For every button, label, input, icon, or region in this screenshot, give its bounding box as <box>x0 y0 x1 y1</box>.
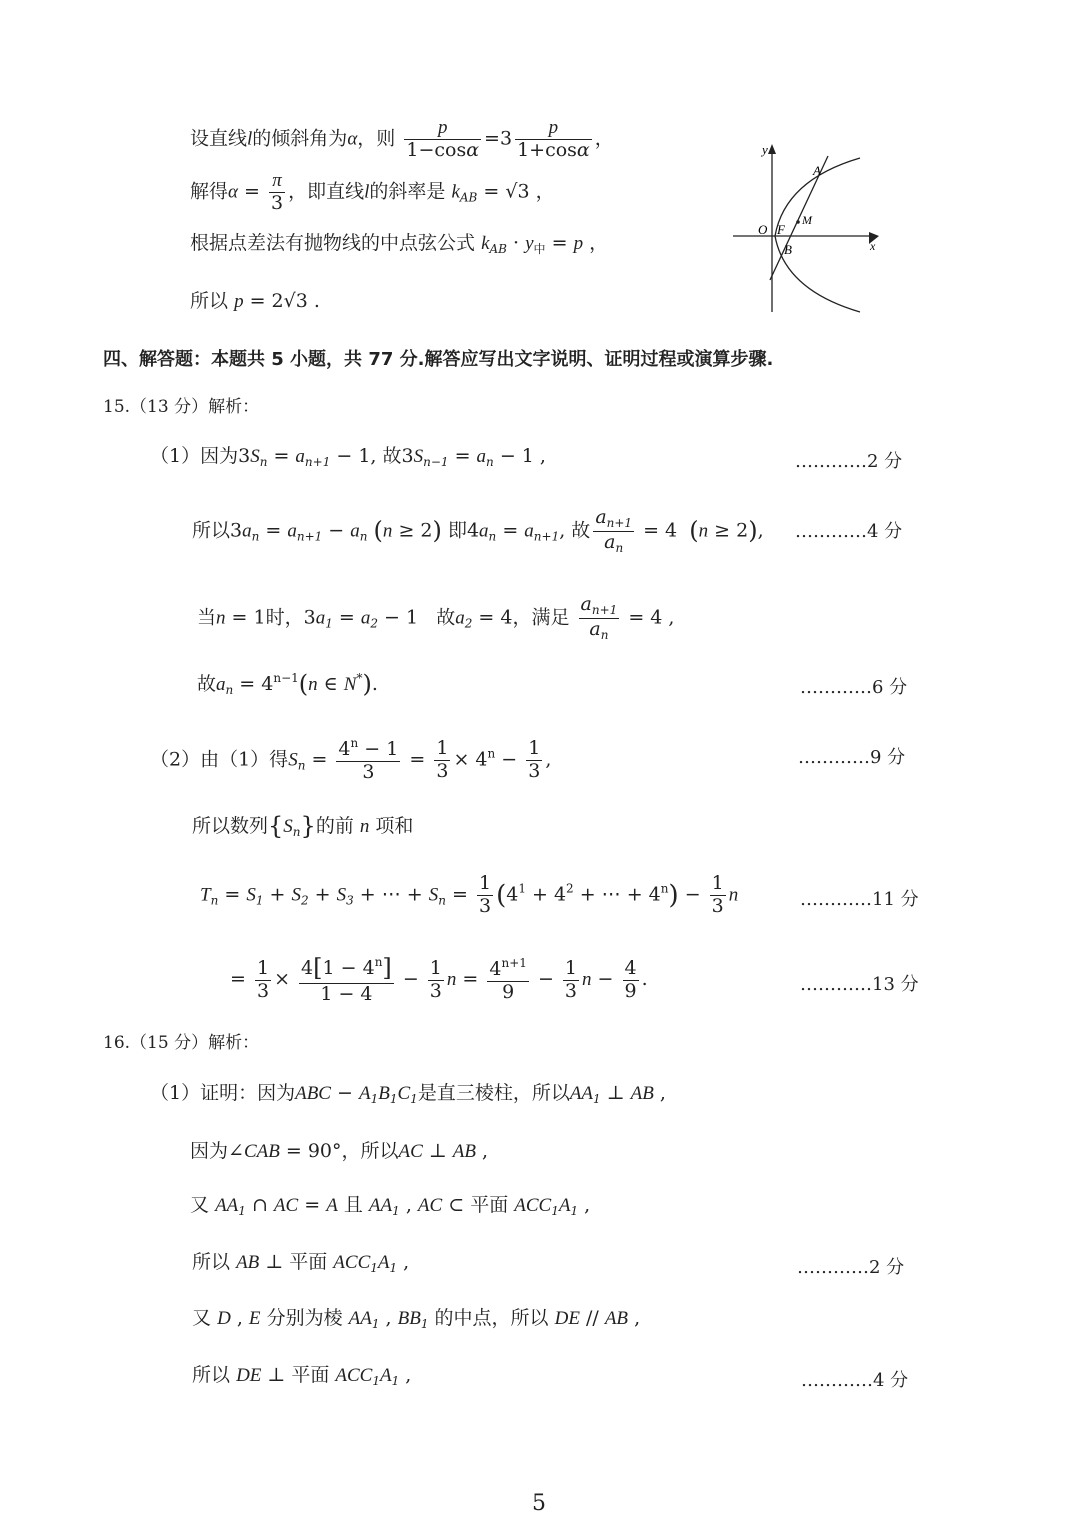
parabola-line-3: 根据点差法有抛物线的中点弦公式 $k_{AB} \cdot y_中 = p$ ， <box>190 232 609 256</box>
label-B: B <box>784 242 792 257</box>
point-M <box>796 220 800 224</box>
q16-line-6: 所以 DE ⊥ 平面 $ACC_1A_1$ , <box>192 1364 412 1388</box>
q15-line-3: 当n = 1时，$3a_1 = a_2 - 1$ 故$a_2 = 4$，满足 $\frac{a_{n+1}}{a_n}$ = 4 , <box>197 593 675 642</box>
q16-title: 16.（15 分）解析： <box>103 1033 260 1053</box>
label-F: F <box>777 222 785 237</box>
score-9-q15: …………9 分 <box>798 747 906 768</box>
q16-line-1: （1）证明：因为ABC − $A_1B_1C_1$是直三棱柱，所以$AA_1$ ⊥ AB , <box>150 1082 666 1106</box>
q15-line-1: （1）因为$3S_n = a_{n+1} - 1$, 故$3S_{n-1} = a_n - 1$ , <box>150 445 546 469</box>
score-13-q15: …………13 分 <box>800 974 919 995</box>
q15-line-5: （2）由（1）得$S_n$ = $\frac{4^n - 1}{3}$ = $\frac{1}{3}$ × $4^n$ − $\frac{1}{3}$ , <box>150 736 552 783</box>
score-4-q16: …………4 分 <box>801 1370 909 1391</box>
q15-line-8: = $\frac{1}{3}$ × $\frac{4[1 - 4^n]}{1 - 4}$ − $\frac{1}{3}$ n = $\frac{4^{n+1}}{9}$ − $\frac{1}{3}$ n − $\frac{4}{9}$ . <box>230 954 648 1005</box>
score-2-q16: …………2 分 <box>797 1257 905 1278</box>
y-axis-arrow <box>768 144 776 154</box>
score-11-q15: …………11 分 <box>800 889 919 910</box>
section-heading: 四、解答题：本题共 5 小题，共 77 分.解答应写出文字说明、证明过程或演算步骤. <box>103 349 774 370</box>
score-6-q15: …………6 分 <box>800 677 908 698</box>
q16-line-5: 又 D , E 分别为棱 $AA_1$ , $BB_1$ 的中点，所以 DE // AB , <box>192 1307 641 1331</box>
q16-line-2: 因为∠CAB = 90°，所以AC ⊥ AB , <box>190 1140 489 1162</box>
parabola-line-4: 所以 p = 2√3 . <box>190 290 320 312</box>
q15-line-7: $T_n = S_1 + S_2 + S_3$ + ⋯ + $S_n$ = $\frac{1}{3}$ ($4^1 + 4^2$ + ⋯ + $4^n$) − $\frac{1}{3}$ n <box>200 872 739 917</box>
label-y: y <box>762 142 768 157</box>
score-4-q15: …………4 分 <box>795 521 903 542</box>
label-O: O <box>758 222 768 237</box>
parabola-line-2: 解得α = $\frac{\pi}{3}$ ，即直线l的斜率是 $k_{AB} = √3$ ， <box>190 170 555 214</box>
label-M: M <box>802 213 812 227</box>
parabola-figure <box>725 140 895 320</box>
q15-line-4: 故$a_n = 4^{n-1}(n$ ∈ N*). <box>197 670 378 698</box>
q16-line-3: 又 $AA_1$ ∩ AC = A 且 $AA_1$ , AC ⊂ 平面 $ACC_1A_1$ , <box>190 1194 591 1218</box>
parabola-line-1: 设直线l的倾斜角为α，则 $\frac{p}{1-\cos\alpha}$ =3 $\frac{p}{1+\cos\alpha}$ ， <box>190 117 614 161</box>
label-A: A <box>813 163 821 178</box>
parabola-curve <box>775 158 860 312</box>
q16-line-4: 所以 AB ⊥ 平面 $ACC_1A_1$ , <box>192 1251 410 1275</box>
q15-line-2: 所以$3a_n = a_{n+1} - a_n$ (n ≥ 2) 即$4a_n = a_{n+1}$, 故 $\frac{a_{n+1}}{a_n}$ = 4 (n ≥ 2), <box>192 506 764 555</box>
page-number: 5 <box>532 1491 546 1516</box>
label-x: x <box>870 239 876 253</box>
score-2-q15: …………2 分 <box>795 451 903 472</box>
q15-title: 15.（13 分）解析： <box>103 397 260 417</box>
q15-line-6: 所以数列$\{S_n\}$的前 n 项和 <box>192 812 414 840</box>
